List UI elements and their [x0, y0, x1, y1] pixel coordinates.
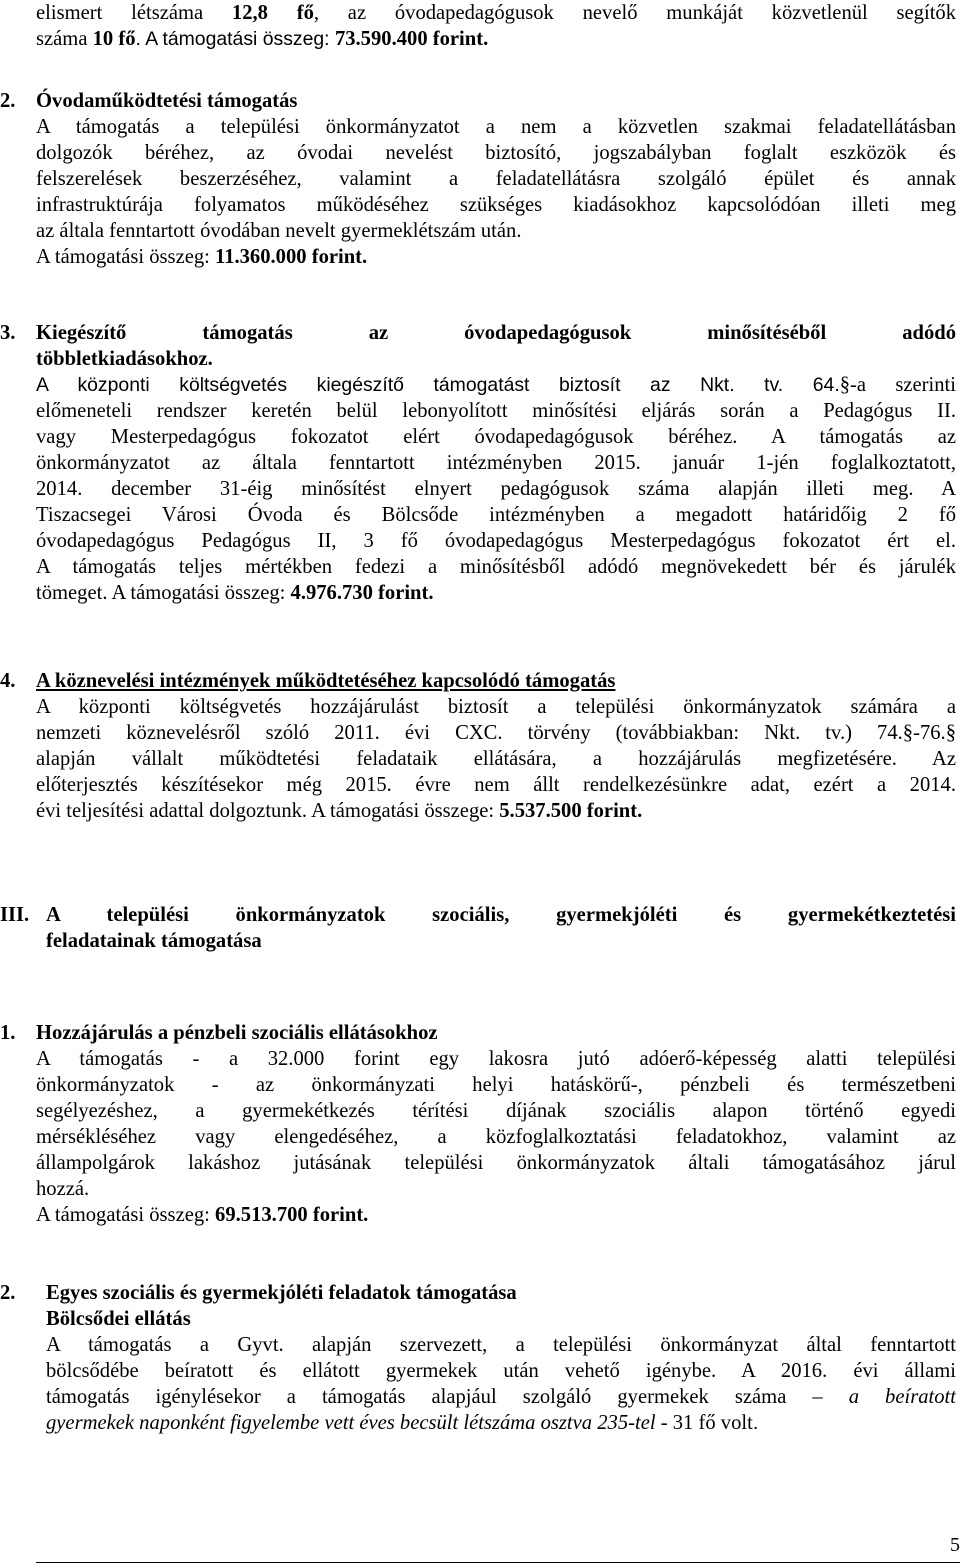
paragraph-line: dolgozók béréhez, az óvodai nevelést biztosító, jogszabályban foglalt eszközök és: [36, 142, 956, 164]
amount-line: A támogatási összeg: 11.360.000 forint.: [36, 246, 368, 268]
section-number: 2.: [0, 90, 16, 112]
section-subtitle: Bölcsődei ellátás: [46, 1308, 191, 1330]
paragraph-line: óvodapedagógus Pedagógus II, 3 fő óvodapedagógus Mesterpedagógus fokozatot ért el.: [36, 530, 956, 552]
paragraph-line: állampolgárok lakáshoz jutásának települési önkormányzatok általi támogatásához járul: [36, 1152, 956, 1174]
section-4: [36, 668, 956, 824]
paragraph-line: bölcsődébe beíratott és ellátott gyermekek után vehető igénybe. A 2016. évi állami: [46, 1360, 956, 1382]
paragraph-line: az általa fenntartott óvodában nevelt gyermeklétszám után.: [36, 220, 522, 242]
amount-line: tömeget. A támogatási összeg: 4.976.730 forint.: [36, 582, 434, 604]
paragraph-line: támogatás igénylésekor a támogatás alapjául szolgáló gyermekek száma – a beíratott: [46, 1386, 956, 1408]
paragraph-line: önkormányzatok - az önkormányzati helyi hatáskörű-, pénzbeli és természetbeni: [36, 1074, 956, 1096]
footer-rule: [36, 1562, 960, 1563]
paragraph-line: vagy Mesterpedagógus fokozatot elért óvodapedagógusok béréhez. A támogatás az: [36, 426, 956, 448]
point-1: [36, 1020, 956, 1228]
intro-paragraph: [36, 0, 956, 52]
section-number: 2.: [0, 1282, 16, 1304]
paragraph-line: A támogatás - a 32.000 forint egy lakosra jutó adóerő-képesség alatti települési: [36, 1048, 956, 1070]
chapter-title: [46, 902, 956, 954]
paragraph-line: infrastruktúrája folyamatos működéséhez szükséges kiadásokhoz kapcsolódóan illeti meg: [36, 194, 956, 216]
section-title: Hozzájárulás a pénzbeli szociális ellátásokhoz: [36, 1022, 438, 1044]
section-title: többletkiadásokhoz.: [36, 348, 213, 370]
amount-line: évi teljesítési adattal dolgoztunk. A támogatási összege: 5.537.500 forint.: [36, 800, 643, 822]
intro-line-1: elismert létszáma 12,8 fő, az óvodapedagógusok nevelő munkáját közvetlenül segítők: [36, 2, 956, 24]
paragraph-line: előterjesztés készítésekor még 2015. évre nem állt rendelkezésünkre adat, ezért a 2014.: [36, 774, 956, 796]
section-title: Óvodaműködtetési támogatás: [36, 90, 298, 112]
section-number: 1.: [0, 1022, 16, 1044]
chapter-title-line: feladatainak támogatása: [46, 930, 262, 952]
chapter-number: III.: [0, 904, 30, 926]
paragraph-line: A központi költségvetés hozzájárulást biztosít a települési önkormányzatok számára a: [36, 696, 956, 718]
paragraph-line: A támogatás teljes mértékben fedezi a minősítésből adódó megnövekedett bér és járulék: [36, 556, 956, 578]
section-2: [36, 88, 956, 270]
paragraph-line: gyermekek naponként figyelembe vett éves becsült létszáma osztva 235-tel - 31 fő volt.: [46, 1412, 759, 1434]
section-title: A köznevelési intézmények működtetéséhez kapcsolódó támogatás: [36, 670, 616, 692]
paragraph-line: alapján vállalt működtetési feladataik ellátására, a hozzájárulás megfizetésére. Az: [36, 748, 956, 770]
paragraph-line: hozzá.: [36, 1178, 90, 1200]
paragraph-line: felszerelések beszerzéséhez, valamint a feladatellátásra szolgáló épület és annak: [36, 168, 956, 190]
paragraph-line: A központi költségvetés kiegészítő támogatást biztosít az Nkt. tv. 64.§-a szerinti: [36, 374, 956, 396]
paragraph-line: nemzeti köznevelésről szóló 2011. évi CXC. törvény (továbbiakban: Nkt. tv.) 74.§-76.§: [36, 722, 956, 744]
paragraph-line: A támogatás a települési önkormányzatot a nem a közvetlen szakmai feladatellátásban: [36, 116, 956, 138]
section-title: Kiegészítő támogatás az óvodapedagógusok minősítéséből adódó: [36, 322, 956, 344]
section-title: Egyes szociális és gyermekjóléti feladatok támogatása: [46, 1282, 517, 1304]
paragraph-line: segélyezéshez, a gyermekétkezés térítési díjának szociális alapon történő egyedi: [36, 1100, 956, 1122]
point-2: [46, 1280, 956, 1436]
section-3: [36, 320, 956, 606]
chapter-title-line: A települési önkormányzatok szociális, gyermekjóléti és gyermekétkeztetési: [46, 904, 956, 926]
paragraph-line: A támogatás a Gyvt. alapján szervezett, a települési önkormányzat által fenntartott: [46, 1334, 956, 1356]
section-number: 4.: [0, 670, 16, 692]
paragraph-line: önkormányzatot az általa fenntartott intézményben 2015. január 1-jén foglalkoztatott,: [36, 452, 956, 474]
paragraph-line: előmeneteli rendszer keretén belül lebonyolított minősítési eljárás során a Pedagógus II.: [36, 400, 956, 422]
paragraph-line: Tiszacsegei Városi Óvoda és Bölcsőde intézményben a megadott határidőig 2 fő: [36, 504, 956, 526]
section-number: 3.: [0, 322, 16, 344]
paragraph-line: 2014. december 31-éig minősítést elnyert pedagógusok száma alapján illeti meg. A: [36, 478, 956, 500]
paragraph-line: mérsékléséhez vagy elengedéséhez, a közfoglalkoztatási feladatokhoz, valamint az: [36, 1126, 956, 1148]
amount-line: A támogatási összeg: 69.513.700 forint.: [36, 1204, 369, 1226]
intro-line-2: száma 10 fő. A támogatási összeg: 73.590.400 forint.: [36, 28, 489, 50]
page-number: 5: [950, 1534, 960, 1556]
